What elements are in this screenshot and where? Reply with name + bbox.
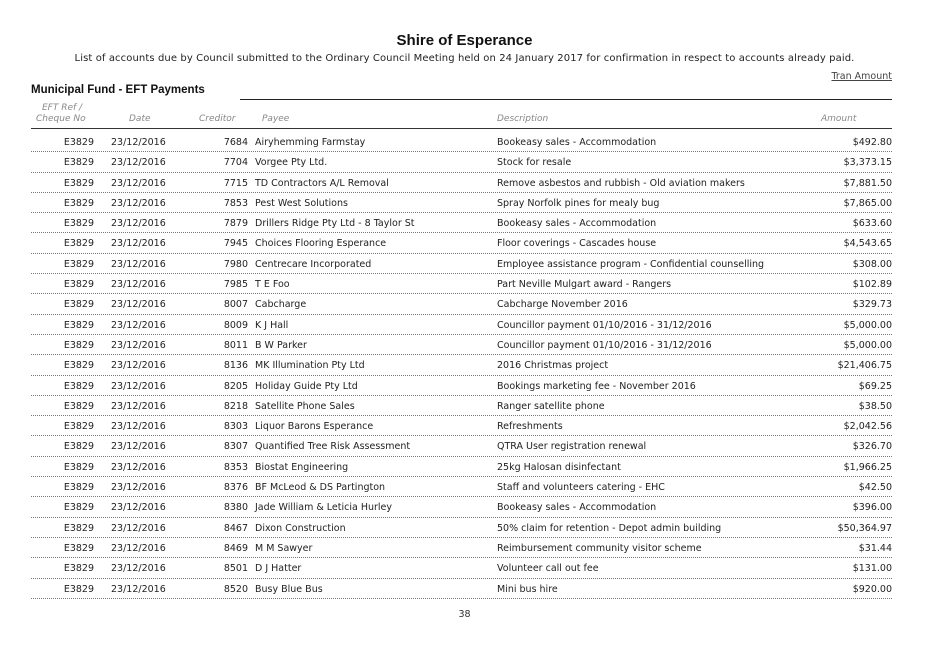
table-row bbox=[0, 355, 929, 375]
table-row bbox=[0, 416, 929, 436]
creditor-cell: 7879 bbox=[223, 218, 248, 230]
amount-cell: $38.50 bbox=[858, 400, 892, 412]
payee-cell: Busy Blue Bus bbox=[255, 583, 323, 595]
description-cell: Bookeasy sales - Accommodation bbox=[497, 137, 657, 148]
amount-cell: $4,543.65 bbox=[843, 238, 892, 250]
amount-cell: $5,000.00 bbox=[843, 339, 892, 351]
eft-ref-cell: E3829 bbox=[63, 339, 94, 351]
amount-cell: $21,406.75 bbox=[837, 360, 892, 372]
document-subtitle: List of accounts due by Council submitted to the Ordinary Council Meeting held on 24 January 2017 for confirmation in respect to accounts already paid. bbox=[74, 53, 855, 64]
column-header-ref-line2: Cheque No bbox=[36, 114, 86, 124]
creditor-cell: 7715 bbox=[223, 177, 248, 189]
table-row bbox=[0, 497, 929, 517]
amount-cell: $308.00 bbox=[852, 258, 892, 270]
amount-cell: $50,364.97 bbox=[837, 522, 892, 534]
description-cell: Employee assistance program - Confidential counselling bbox=[497, 258, 765, 270]
payee-cell: M M Sawyer bbox=[255, 542, 313, 554]
description-cell: 2016 Christmas project bbox=[497, 360, 609, 372]
table-row bbox=[0, 233, 929, 253]
payments-table bbox=[0, 132, 929, 599]
eft-ref-cell: E3829 bbox=[63, 238, 94, 250]
date-cell: 23/12/2016 bbox=[111, 563, 166, 575]
payee-cell: MK Illumination Pty Ltd bbox=[255, 360, 365, 372]
eft-ref-cell: E3829 bbox=[63, 502, 94, 514]
eft-ref-cell: E3829 bbox=[63, 583, 94, 595]
column-header-description: Description bbox=[497, 114, 549, 124]
section-title: Municipal Fund - EFT Payments bbox=[31, 84, 205, 96]
date-cell: 23/12/2016 bbox=[111, 421, 166, 433]
creditor-cell: 8218 bbox=[223, 400, 248, 412]
eft-ref-cell: E3829 bbox=[63, 563, 94, 575]
document-title: Shire of Esperance bbox=[396, 32, 533, 49]
description-cell: 50% claim for retention - Depot admin building bbox=[497, 522, 722, 534]
table-row bbox=[0, 193, 929, 213]
eft-ref-cell: E3829 bbox=[63, 137, 94, 148]
description-cell: Cabcharge November 2016 bbox=[497, 299, 628, 311]
table-row bbox=[0, 457, 929, 477]
payee-cell: T E Foo bbox=[255, 279, 290, 291]
description-cell: Councillor payment 01/10/2016 - 31/12/2016 bbox=[497, 319, 712, 331]
date-cell: 23/12/2016 bbox=[111, 197, 166, 209]
date-cell: 23/12/2016 bbox=[111, 441, 166, 453]
date-cell: 23/12/2016 bbox=[111, 542, 166, 554]
table-row bbox=[0, 579, 929, 599]
date-cell: 23/12/2016 bbox=[111, 461, 166, 473]
amount-cell: $329.73 bbox=[852, 299, 892, 311]
payee-cell: Quantified Tree Risk Assessment bbox=[255, 441, 411, 453]
amount-cell: $492.80 bbox=[852, 137, 892, 148]
creditor-cell: 8303 bbox=[223, 421, 248, 433]
date-cell: 23/12/2016 bbox=[111, 319, 166, 331]
eft-ref-cell: E3829 bbox=[63, 299, 94, 311]
payee-cell: Choices Flooring Esperance bbox=[255, 238, 387, 250]
creditor-cell: 8467 bbox=[223, 522, 248, 534]
eft-ref-cell: E3829 bbox=[63, 319, 94, 331]
payee-cell: B W Parker bbox=[255, 339, 307, 351]
creditor-cell: 8469 bbox=[223, 542, 248, 554]
description-cell: Bookings marketing fee - November 2016 bbox=[497, 380, 696, 392]
creditor-cell: 8009 bbox=[223, 319, 248, 331]
payee-cell: TD Contractors A/L Removal bbox=[255, 177, 389, 189]
column-header-rule bbox=[31, 128, 892, 129]
payee-cell: Satellite Phone Sales bbox=[255, 400, 355, 412]
page-number: 38 bbox=[458, 609, 471, 620]
amount-cell: $102.89 bbox=[852, 279, 892, 291]
table-row bbox=[0, 173, 929, 193]
table-row bbox=[0, 213, 929, 233]
amount-cell: $7,865.00 bbox=[843, 197, 892, 209]
creditor-cell: 7704 bbox=[223, 157, 248, 169]
column-header-creditor: Creditor bbox=[199, 114, 236, 124]
eft-ref-cell: E3829 bbox=[63, 482, 94, 494]
description-cell: Volunteer call out fee bbox=[497, 563, 599, 575]
payee-cell: Dixon Construction bbox=[255, 522, 346, 534]
description-cell: Mini bus hire bbox=[497, 583, 558, 595]
date-cell: 23/12/2016 bbox=[111, 238, 166, 250]
amount-cell: $633.60 bbox=[852, 218, 892, 230]
description-cell: Stock for resale bbox=[497, 157, 572, 169]
creditor-cell: 7945 bbox=[223, 238, 248, 250]
column-header-ref-line1: EFT Ref / bbox=[42, 103, 83, 113]
description-cell: Spray Norfolk pines for mealy bug bbox=[497, 197, 660, 209]
date-cell: 23/12/2016 bbox=[111, 279, 166, 291]
creditor-cell: 8205 bbox=[223, 380, 248, 392]
amount-cell: $326.70 bbox=[852, 441, 892, 453]
eft-ref-cell: E3829 bbox=[63, 522, 94, 534]
amount-cell: $3,373.15 bbox=[843, 157, 892, 169]
amount-cell: $31.44 bbox=[858, 542, 892, 554]
table-row bbox=[0, 376, 929, 396]
table-row bbox=[0, 436, 929, 456]
description-cell: Bookeasy sales - Accommodation bbox=[497, 502, 657, 514]
payee-cell: K J Hall bbox=[255, 319, 289, 331]
eft-ref-cell: E3829 bbox=[63, 400, 94, 412]
table-row bbox=[0, 538, 929, 558]
date-cell: 23/12/2016 bbox=[111, 482, 166, 494]
amount-cell: $69.25 bbox=[858, 380, 892, 392]
table-row bbox=[0, 396, 929, 416]
column-header-amount: Amount bbox=[821, 114, 857, 124]
date-cell: 23/12/2016 bbox=[111, 299, 166, 311]
table-row bbox=[0, 558, 929, 578]
eft-ref-cell: E3829 bbox=[63, 197, 94, 209]
description-cell: Floor coverings - Cascades house bbox=[497, 238, 657, 250]
description-cell: Bookeasy sales - Accommodation bbox=[497, 218, 657, 230]
description-cell: QTRA User registration renewal bbox=[497, 441, 647, 453]
description-cell: Refreshments bbox=[497, 421, 563, 433]
amount-cell: $131.00 bbox=[852, 563, 892, 575]
date-cell: 23/12/2016 bbox=[111, 583, 166, 595]
payee-cell: Biostat Engineering bbox=[255, 461, 349, 473]
date-cell: 23/12/2016 bbox=[111, 339, 166, 351]
description-cell: Remove asbestos and rubbish - Old aviation makers bbox=[497, 177, 745, 189]
date-cell: 23/12/2016 bbox=[111, 258, 166, 270]
date-cell: 23/12/2016 bbox=[111, 157, 166, 169]
description-cell: Staff and volunteers catering - EHC bbox=[497, 482, 665, 494]
creditor-cell: 7985 bbox=[223, 279, 248, 291]
payee-cell: Cabcharge bbox=[255, 299, 307, 311]
creditor-cell: 7980 bbox=[223, 258, 248, 270]
description-cell: Part Neville Mulgart award - Rangers bbox=[497, 279, 672, 291]
date-cell: 23/12/2016 bbox=[111, 522, 166, 534]
description-cell: Reimbursement community visitor scheme bbox=[497, 542, 702, 554]
date-cell: 23/12/2016 bbox=[111, 380, 166, 392]
table-row bbox=[0, 518, 929, 538]
payee-cell: Vorgee Pty Ltd. bbox=[255, 157, 328, 169]
amount-cell: $396.00 bbox=[852, 502, 892, 514]
date-cell: 23/12/2016 bbox=[111, 218, 166, 230]
table-row bbox=[0, 294, 929, 314]
payee-cell: Centrecare Incorporated bbox=[255, 258, 372, 270]
payee-cell: D J Hatter bbox=[255, 563, 302, 575]
description-cell: 25kg Halosan disinfectant bbox=[497, 461, 621, 473]
payee-cell: BF McLeod & DS Partington bbox=[255, 482, 386, 494]
creditor-cell: 8136 bbox=[223, 360, 248, 372]
payee-cell: Liquor Barons Esperance bbox=[255, 421, 374, 433]
description-cell: Councillor payment 01/10/2016 - 31/12/2016 bbox=[497, 339, 712, 351]
creditor-cell: 8501 bbox=[223, 563, 248, 575]
amount-cell: $2,042.56 bbox=[843, 421, 892, 433]
eft-ref-cell: E3829 bbox=[63, 461, 94, 473]
payee-cell: Jade William & Leticia Hurley bbox=[255, 502, 392, 514]
eft-ref-cell: E3829 bbox=[63, 380, 94, 392]
payee-cell: Airyhemming Farmstay bbox=[255, 137, 366, 148]
creditor-cell: 8376 bbox=[223, 482, 248, 494]
creditor-cell: 8380 bbox=[223, 502, 248, 514]
creditor-cell: 8520 bbox=[223, 583, 248, 595]
eft-ref-cell: E3829 bbox=[63, 360, 94, 372]
table-row bbox=[0, 152, 929, 172]
table-row bbox=[0, 315, 929, 335]
table-row bbox=[0, 254, 929, 274]
date-cell: 23/12/2016 bbox=[111, 360, 166, 372]
date-cell: 23/12/2016 bbox=[111, 137, 166, 148]
payee-cell: Drillers Ridge Pty Ltd - 8 Taylor St bbox=[255, 218, 415, 230]
table-row bbox=[0, 132, 929, 152]
eft-ref-cell: E3829 bbox=[63, 258, 94, 270]
creditor-cell: 8011 bbox=[223, 339, 248, 351]
description-cell: Ranger satellite phone bbox=[497, 400, 605, 412]
creditor-cell: 8307 bbox=[223, 441, 248, 453]
creditor-cell: 8353 bbox=[223, 461, 248, 473]
eft-ref-cell: E3829 bbox=[63, 177, 94, 189]
amount-cell: $1,966.25 bbox=[843, 461, 892, 473]
eft-ref-cell: E3829 bbox=[63, 421, 94, 433]
date-cell: 23/12/2016 bbox=[111, 177, 166, 189]
eft-ref-cell: E3829 bbox=[63, 279, 94, 291]
column-header-payee: Payee bbox=[262, 114, 290, 124]
creditor-cell: 7684 bbox=[223, 137, 248, 148]
creditor-cell: 7853 bbox=[223, 197, 248, 209]
amount-cell: $7,881.50 bbox=[843, 177, 892, 189]
payee-cell: Pest West Solutions bbox=[255, 197, 348, 209]
amount-cell: $42.50 bbox=[858, 482, 892, 494]
eft-ref-cell: E3829 bbox=[63, 542, 94, 554]
date-cell: 23/12/2016 bbox=[111, 400, 166, 412]
column-header-date: Date bbox=[129, 114, 151, 124]
tran-amount-label: Tran Amount bbox=[831, 71, 892, 82]
eft-ref-cell: E3829 bbox=[63, 218, 94, 230]
table-row bbox=[0, 335, 929, 355]
payee-cell: Holiday Guide Pty Ltd bbox=[255, 380, 358, 392]
amount-cell: $920.00 bbox=[852, 583, 892, 595]
eft-ref-cell: E3829 bbox=[63, 157, 94, 169]
table-row bbox=[0, 477, 929, 497]
header-top-rule bbox=[240, 99, 892, 100]
amount-cell: $5,000.00 bbox=[843, 319, 892, 331]
eft-ref-cell: E3829 bbox=[63, 441, 94, 453]
date-cell: 23/12/2016 bbox=[111, 502, 166, 514]
table-row bbox=[0, 274, 929, 294]
creditor-cell: 8007 bbox=[223, 299, 248, 311]
